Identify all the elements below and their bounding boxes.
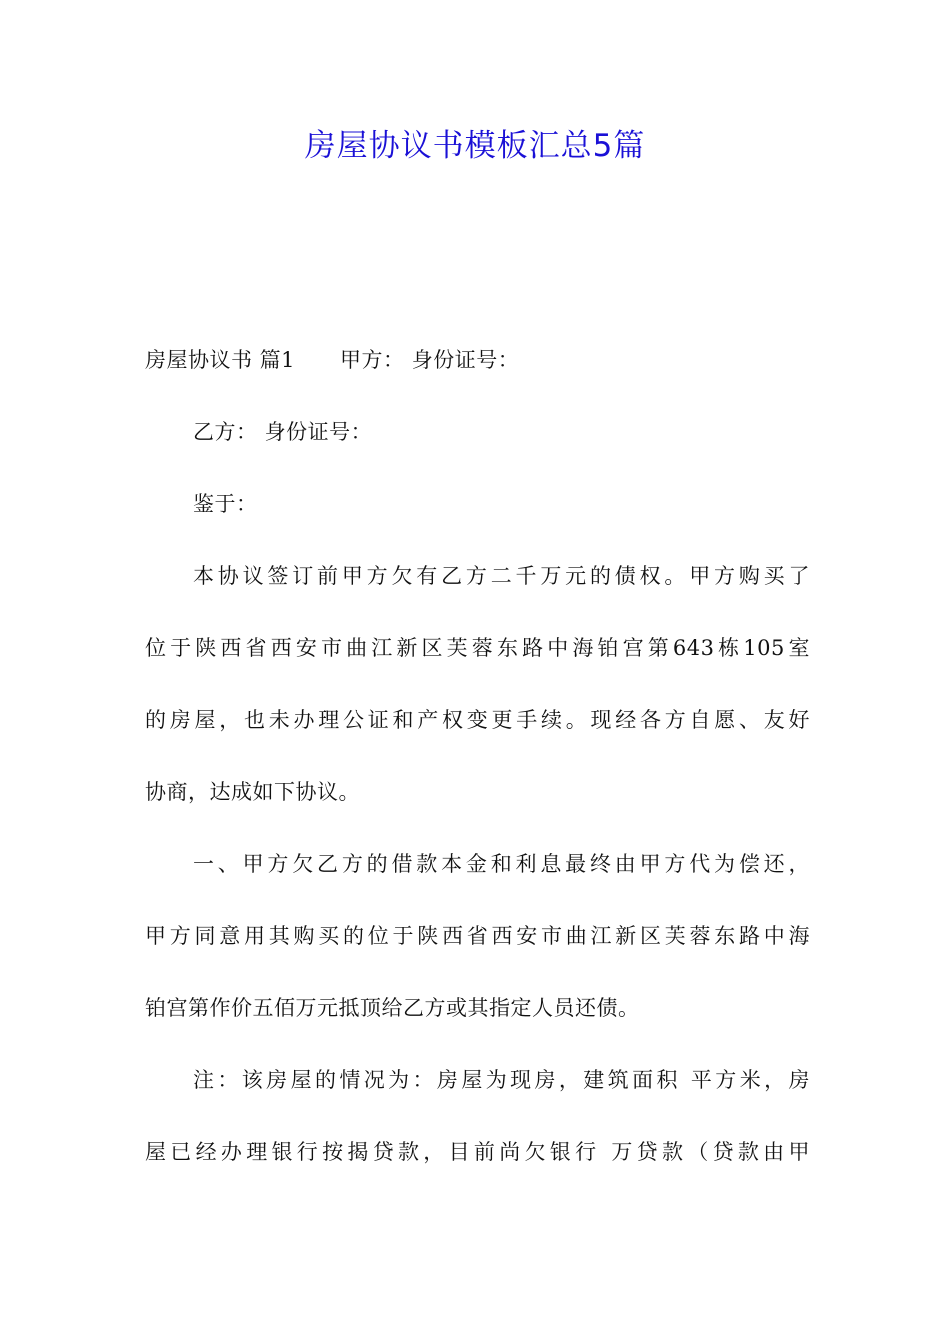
note-line: 屋已经办理银行按揭贷款，目前尚欠银行 万贷款（贷款由甲 (145, 1140, 810, 1164)
clause-line: 一、甲方欠乙方的借款本金和利息最终由甲方代为偿还， (193, 852, 810, 876)
clause-line: 铂宫第作价五佰万元抵顶给乙方或其指定人员还债。 (145, 996, 640, 1020)
document-title: 房屋协议书模板汇总5篇 (304, 128, 646, 164)
section-heading-line (145, 342, 810, 378)
paragraph-line: 位于陕西省西安市曲江新区芙蓉东路中海铂宫第643栋105室 (145, 636, 810, 660)
paragraph-line: 本协议签订前甲方欠有乙方二千万元的债权。甲方购买了 (193, 564, 810, 588)
party-a-label: 甲方： 身份证号： (340, 348, 520, 372)
whereas-line: 鉴于： (193, 492, 258, 516)
paragraph-line: 协商，达成如下协议。 (145, 780, 360, 804)
note-line: 注：该房屋的情况为：房屋为现房，建筑面积 平方米，房 (193, 1068, 810, 1092)
clause-line: 甲方同意用其购买的位于陕西省西安市曲江新区芙蓉东路中海 (145, 924, 810, 948)
paragraph-line: 的房屋，也未办理公证和产权变更手续。现经各方自愿、友好 (145, 708, 810, 732)
party-b-line: 乙方： 身份证号： (193, 420, 373, 444)
section-label: 房屋协议书 篇1 (145, 348, 296, 372)
document-body (145, 342, 810, 1206)
